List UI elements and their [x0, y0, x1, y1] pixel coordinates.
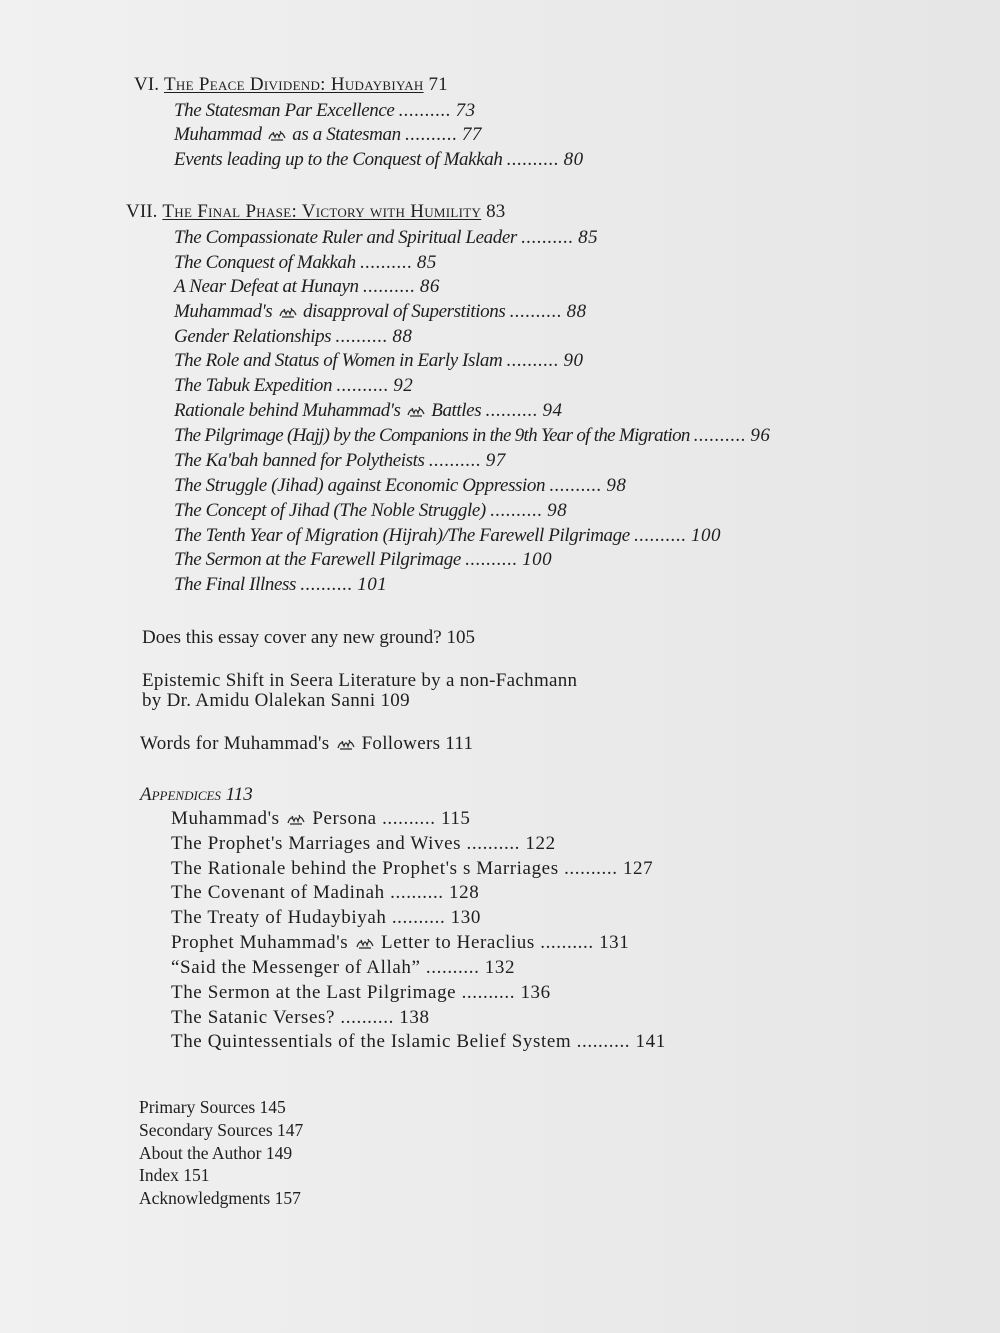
leader-dots: ..........	[335, 326, 389, 347]
entry-page: 100	[690, 525, 721, 546]
entry-page: 138	[399, 1007, 430, 1028]
leader-dots: ..........	[391, 907, 446, 928]
entry-text: Gender Relationships	[174, 326, 332, 347]
entry-text-cont: Letter to Heraclius	[381, 932, 535, 953]
entry-text: Muhammad's	[171, 808, 280, 829]
entry-page: 128	[449, 882, 480, 903]
leader-dots: ..........	[506, 350, 560, 371]
entry-text: The Compassionate Ruler and Spiritual Leader	[174, 227, 517, 248]
toc-entry	[174, 227, 598, 249]
entry-page: 100	[522, 549, 553, 570]
leader-dots: ..........	[549, 475, 602, 496]
toc-entry	[174, 549, 552, 571]
entry-text: The Concept of Jihad (The Noble Struggle)	[174, 500, 486, 521]
entry-page: 98	[547, 500, 568, 521]
entry-page: 92	[393, 375, 414, 396]
entry-text: The Pilgrimage (Hajj) by the Companions in the 9th Year of the Migration	[174, 425, 690, 446]
arabic-calligraphy-salutation-icon	[356, 936, 374, 949]
entry-page: 90	[563, 350, 584, 371]
entry-page: 122	[525, 833, 556, 854]
toc-entry	[174, 450, 506, 472]
leader-dots: ..........	[405, 124, 458, 145]
toc-entry	[174, 100, 476, 122]
leader-dots: ..........	[521, 227, 574, 248]
chapter-page: 71	[428, 74, 448, 95]
leader-dots: ..........	[363, 276, 416, 297]
essay-entry: Does this essay cover any new ground? 105	[142, 627, 475, 648]
entry-text-cont: Followers 111	[361, 733, 474, 754]
entry-text: The Sermon at the Farewell Pilgrimage	[174, 549, 461, 570]
entry-text: “Said the Messenger of Allah”	[171, 957, 421, 978]
leader-dots: ..........	[490, 500, 543, 521]
leader-dots: ..........	[485, 400, 539, 421]
leader-dots: ..........	[398, 100, 452, 121]
entry-text: Prophet Muhammad's	[171, 932, 349, 953]
entry-text: The Statesman Par Excellence	[174, 100, 395, 121]
appendix-entry	[171, 957, 515, 979]
leader-dots: ..........	[465, 549, 518, 570]
entry-text: The Final Illness	[174, 574, 296, 595]
toc-entry	[174, 475, 626, 497]
leader-dots: ..........	[340, 1007, 394, 1028]
chapter-title: The Final Phase: Victory with Humility	[162, 201, 482, 222]
toc-entry	[174, 124, 482, 146]
leader-dots: ..........	[428, 450, 482, 471]
essay-entry: Epistemic Shift in Seera Literature by a non-Fachmann	[142, 670, 578, 691]
entry-page: 96	[750, 425, 771, 446]
entry-text: The Rationale behind the Prophet's s Marriages	[171, 858, 559, 879]
leader-dots: ..........	[693, 425, 747, 446]
entry-page: 115	[440, 808, 471, 829]
chapter-number: VI.	[134, 74, 160, 95]
entry-page: 132	[484, 957, 516, 978]
back-matter-entry: About the Author 149	[139, 1143, 293, 1163]
leader-dots: ..........	[466, 833, 521, 854]
entry-text-cont: Persona	[312, 808, 377, 829]
toc-entry	[174, 326, 412, 348]
entry-text: Words for Muhammad's	[140, 733, 330, 754]
entry-text-cont: disapproval of Superstitions	[302, 301, 506, 322]
entry-page: 131	[599, 932, 630, 953]
back-matter-entry: Index 151	[139, 1165, 210, 1185]
entry-text: The Treaty of Hudaybiyah	[171, 907, 387, 928]
leader-dots: ..........	[360, 252, 413, 273]
essay-entry	[140, 733, 473, 755]
back-matter-entry: Secondary Sources 147	[139, 1120, 304, 1140]
toc-entry	[174, 276, 440, 298]
entry-text: Muhammad	[174, 124, 262, 145]
entry-page: 130	[450, 907, 481, 928]
leader-dots: ..........	[506, 149, 560, 170]
entry-page: 127	[622, 858, 654, 879]
leader-dots: ..........	[461, 982, 516, 1003]
appendix-entry	[171, 858, 653, 880]
entry-page: 80	[563, 149, 584, 170]
entry-text: The Satanic Verses?	[171, 1007, 336, 1028]
toc-entry	[174, 350, 584, 372]
entry-text: The Quintessentials of the Islamic Belief System	[171, 1031, 572, 1052]
entry-text-cont: Battles	[431, 400, 482, 421]
leader-dots: ..........	[576, 1031, 631, 1052]
entry-page: 85	[416, 252, 437, 273]
toc-entry	[174, 525, 721, 547]
entry-text: Events leading up to the Conquest of Makkah	[174, 149, 503, 170]
entry-page: 136	[520, 982, 551, 1003]
entry-page: 88	[566, 301, 587, 322]
entry-page: 97	[485, 450, 506, 471]
entry-text: The Prophet's Marriages and Wives	[171, 833, 462, 854]
entry-text: The Tabuk Expedition	[174, 375, 333, 396]
chapter-page: 83	[486, 201, 506, 222]
leader-dots: ..........	[540, 932, 594, 953]
entry-text: The Tenth Year of Migration (Hijrah)/The Farewell Pilgrimage	[174, 525, 630, 546]
entry-page: 94	[542, 400, 563, 421]
toc-entry	[174, 500, 567, 522]
leader-dots: ..........	[336, 375, 389, 396]
entry-text: Muhammad's	[174, 301, 273, 322]
entry-text: The Role and Status of Women in Early Islam	[174, 350, 503, 371]
entry-text: The Sermon at the Last Pilgrimage	[171, 982, 457, 1003]
toc-entry	[174, 375, 413, 397]
appendix-entry	[171, 882, 479, 904]
back-matter-entry: Acknowledgments 157	[139, 1188, 301, 1208]
entry-page: 101	[357, 574, 388, 595]
toc-entry	[174, 301, 587, 323]
entry-text: The Conquest of Makkah	[174, 252, 356, 273]
arabic-calligraphy-salutation-icon	[268, 128, 286, 141]
chapter-title: The Peace Dividend: Hudaybiyah	[163, 74, 424, 95]
entry-page: 73	[455, 100, 476, 121]
appendix-entry	[171, 907, 481, 929]
essay-entry-byline: by Dr. Amidu Olalekan Sanni 109	[142, 690, 410, 711]
leader-dots: ..........	[564, 858, 618, 879]
entry-page: 88	[392, 326, 413, 347]
entry-text: The Covenant of Madinah	[171, 882, 385, 903]
toc-entry	[174, 149, 584, 171]
entry-text: Rationale behind Muhammad's	[174, 400, 401, 421]
entry-page: 86	[419, 276, 440, 297]
back-matter-entry: Primary Sources 145	[139, 1097, 286, 1117]
entry-page: 77	[461, 124, 482, 145]
appendix-entry	[171, 1007, 430, 1029]
appendix-entry	[171, 932, 629, 954]
toc-entry	[174, 425, 770, 447]
entry-text-cont: as a Statesman	[292, 124, 401, 145]
entry-text: The Struggle (Jihad) against Economic Oppression	[174, 475, 546, 496]
toc-entry	[174, 574, 387, 596]
chapter-number: VII.	[126, 201, 158, 222]
leader-dots: ..........	[300, 574, 353, 595]
arabic-calligraphy-salutation-icon	[279, 305, 297, 318]
leader-dots: ..........	[425, 957, 480, 978]
arabic-calligraphy-salutation-icon	[407, 404, 425, 417]
appendix-entry	[171, 1031, 666, 1053]
appendices-heading: Appendices 113	[140, 784, 253, 805]
toc-entry	[174, 400, 562, 422]
toc-entry	[174, 252, 437, 274]
arabic-calligraphy-salutation-icon	[337, 737, 355, 750]
leader-dots: ..........	[634, 525, 687, 546]
arabic-calligraphy-salutation-icon	[287, 812, 305, 825]
entry-page: 98	[606, 475, 627, 496]
appendix-entry	[171, 982, 551, 1004]
appendix-entry	[171, 833, 556, 855]
entry-page: 141	[635, 1031, 666, 1052]
entry-text: The Ka'bah banned for Polytheists	[174, 450, 425, 471]
chapter-heading	[126, 201, 505, 223]
appendix-entry	[171, 808, 471, 830]
leader-dots: ..........	[390, 882, 444, 903]
leader-dots: ..........	[509, 301, 563, 322]
leader-dots: ..........	[382, 808, 436, 829]
entry-page: 85	[578, 227, 599, 248]
chapter-heading	[134, 74, 448, 96]
entry-text: A Near Defeat at Hunayn	[174, 276, 359, 297]
